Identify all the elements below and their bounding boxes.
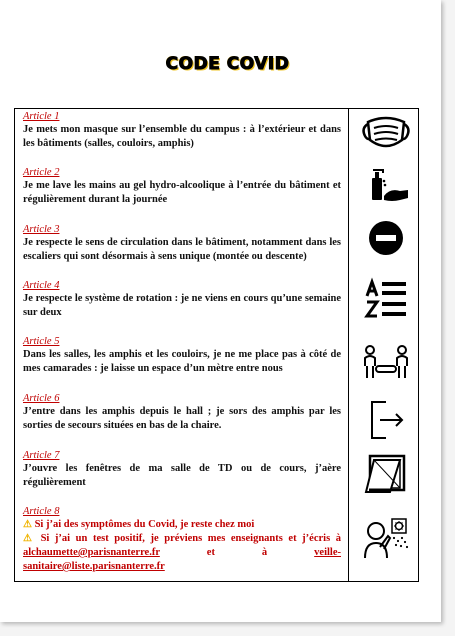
positive-test-line [23,532,341,574]
article-heading: Article 4 [23,280,60,291]
article-text: Je mets mon masque sur l’ensemble du campus : à l’extérieur et dans les bâtiments (salles, couloirs, amphis) [23,124,341,149]
article-text: J’entre dans les amphis depuis le hall ; je sors des amphis par les sorties de secours situées en bas de la chaire. [23,406,341,431]
article-heading: Article 3 [23,224,60,235]
article-text: J’ouvre les fenêtres de ma salle de TD ou de cours, j’aère régulièrement [23,463,341,488]
article-heading: Article 5 [23,336,60,347]
column-divider [348,108,349,582]
open-window-icon [360,452,412,496]
symptoms-text: Si j’ai des symptômes du Covid, je reste chez moi [34,519,255,530]
article-5 [23,336,341,376]
article-4 [23,280,341,320]
email-link-alchaumette[interactable]: alchaumette@parisnanterre.fr [23,547,160,558]
social-distance-icon [360,344,412,388]
article-heading: Article 8 [23,506,60,517]
article-heading: Article 1 [23,111,60,122]
article-text: Dans les salles, les amphis et les couloirs, je ne me place pas à côté de mes camarades : je laisse un espace d’un mètre entre nous [23,349,341,374]
article-6 [23,393,341,433]
warning-icon: ⚠ [23,519,32,530]
article-1 [23,111,341,151]
hand-sanitizer-icon [360,164,412,208]
article-3 [23,224,341,264]
article-text: Je me lave les mains au gel hydro-alcoolique à l’entrée du bâtiment et régulièrement durant la journée [23,180,341,205]
article-text: Je respecte le système de rotation : je ne viens en cours qu’une semaine sur deux [23,293,341,318]
article-text: Je respecte le sens de circulation dans le bâtiment, notamment dans les escaliers qui sont désormais à sens unique (montée ou descente) [23,237,341,262]
email-link-veille-sanitaire[interactable]: veille-sanitaire@liste.parisnanterre.fr [23,547,341,572]
a-z-rotation-icon [360,276,412,320]
no-entry-icon [360,216,412,260]
article-7 [23,450,341,490]
positive-test-text: Si j’ai un test positif, je préviens mes enseignants et j’écris à [40,533,342,544]
symptoms-line [23,518,341,532]
article-2 [23,167,341,207]
article-heading: Article 2 [23,167,60,178]
article-8 [23,506,341,574]
email-connector: et à [206,547,268,558]
page-title: CODE COVID [165,54,290,74]
sneezing-person-icon [360,516,412,560]
article-heading: Article 6 [23,393,60,404]
warning-icon: ⚠ [23,533,35,544]
face-mask-icon [360,110,412,154]
exit-door-icon [360,398,412,442]
article-heading: Article 7 [23,450,60,461]
